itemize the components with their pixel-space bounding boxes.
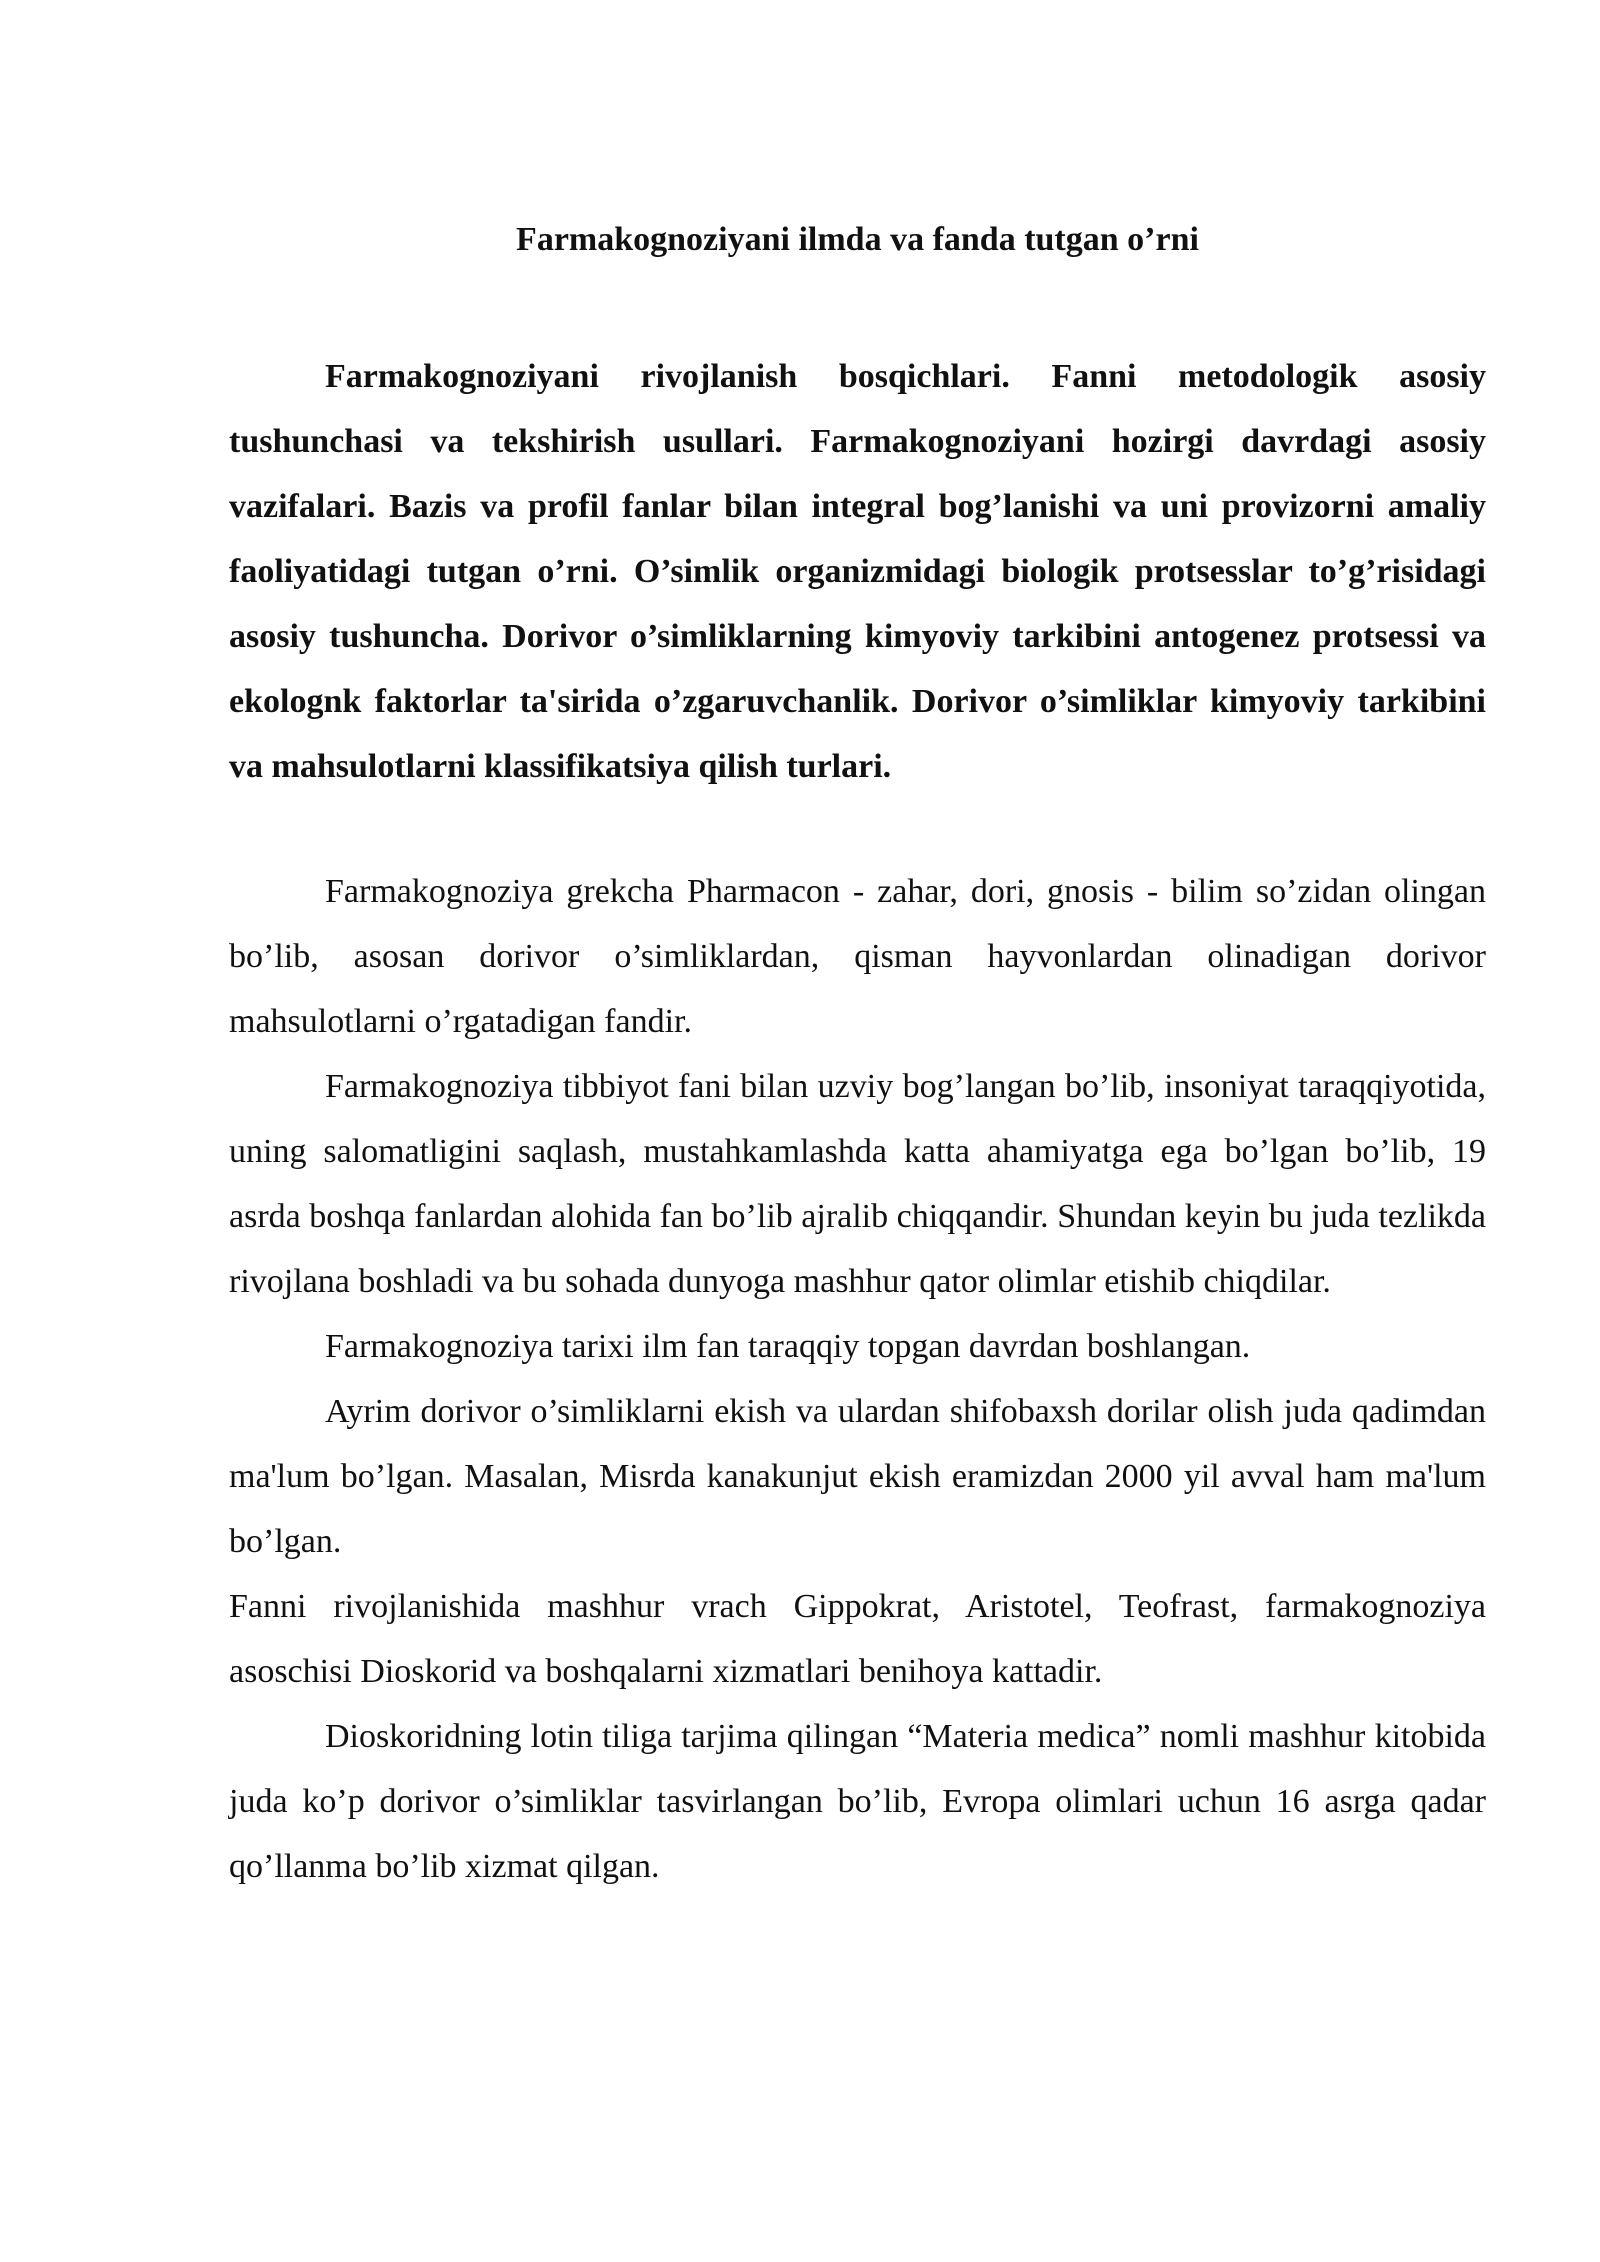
summary-paragraph: Farmakognoziyani rivojlanish bosqichlari. Fanni metodologik asosiy tushunchasi va tekshirish usullari. Farmakognoziyani hozirgi davrdagi asosiy vazifalari. Bazis va profil fanlar bilan integral bog’lanishi va uni provizorni amaliy faoliyatidagi tutgan o’rni. O’simlik organizmidagi biologik protsesslar to’g’risidagi asosiy tushuncha. Dorivor o’simliklarning kimyoviy tarkibini antogenez protsessi va ekolognk faktorlar ta'sirida o’zgaruvchanlik. Dorivor o’simliklar kimyoviy tarkibini va mahsulotlarni klassifikatsiya qilish turlari. [229, 358, 1486, 785]
body-paragraph: Farmakognoziya tibbiyot fani bilan uzviy bog’langan bo’lib, insoniyat taraqqiyotida, uning salomatligini saqlash, mustahkamlashda katta ahamiyatga ega bo’lgan bo’lib, 19 asrda boshqa fanlardan alohida fan bo’lib ajralib chiqqandir. Shundan keyin bu juda tezlikda rivojlana boshladi va bu sohada dunyoga mashhur qator olimlar etishib chiqdilar. [229, 1068, 1486, 1300]
body-paragraph: Dioskoridning lotin tiliga tarjima qilingan “Materia medica” nomli mashhur kitobida juda ko’p dorivor o’simliklar tasvirlangan bo’lib, Evropa olimlari uchun 16 asrga qadar qo’llanma bo’lib xizmat qilgan. [229, 1718, 1486, 1885]
body-paragraph: Farmakognoziya tarixi ilm fan taraqqiy topgan davrdan boshlangan. [325, 1328, 1251, 1365]
body-paragraph: Fanni rivojlanishida mashhur vrach Gippokrat, Aristotel, Teofrast, farmakognoziya asoschisi Dioskorid va boshqalarni xizmatlari benihoya kattadir. [229, 1588, 1486, 1690]
body-paragraph: Farmakognoziya grekcha Pharmacon - zahar, dori, gnosis - bilim so’zidan olingan bo’lib, asosan dorivor o’simliklardan, qisman hayvonlardan olinadigan dorivor mahsulotlarni o’rgatadigan fandir. [229, 873, 1486, 1040]
document-title: Farmakognoziyani ilmda va fanda tutgan o’rni [516, 221, 1199, 258]
body-paragraph: Ayrim dorivor o’simliklarni ekish va ulardan shifobaxsh dorilar olish juda qadimdan ma'lum bo’lgan. Masalan, Misrda kanakunjut ekish eramizdan 2000 yil avval ham ma'lum bo’lgan. [229, 1393, 1486, 1560]
document-body [229, 859, 1486, 1899]
